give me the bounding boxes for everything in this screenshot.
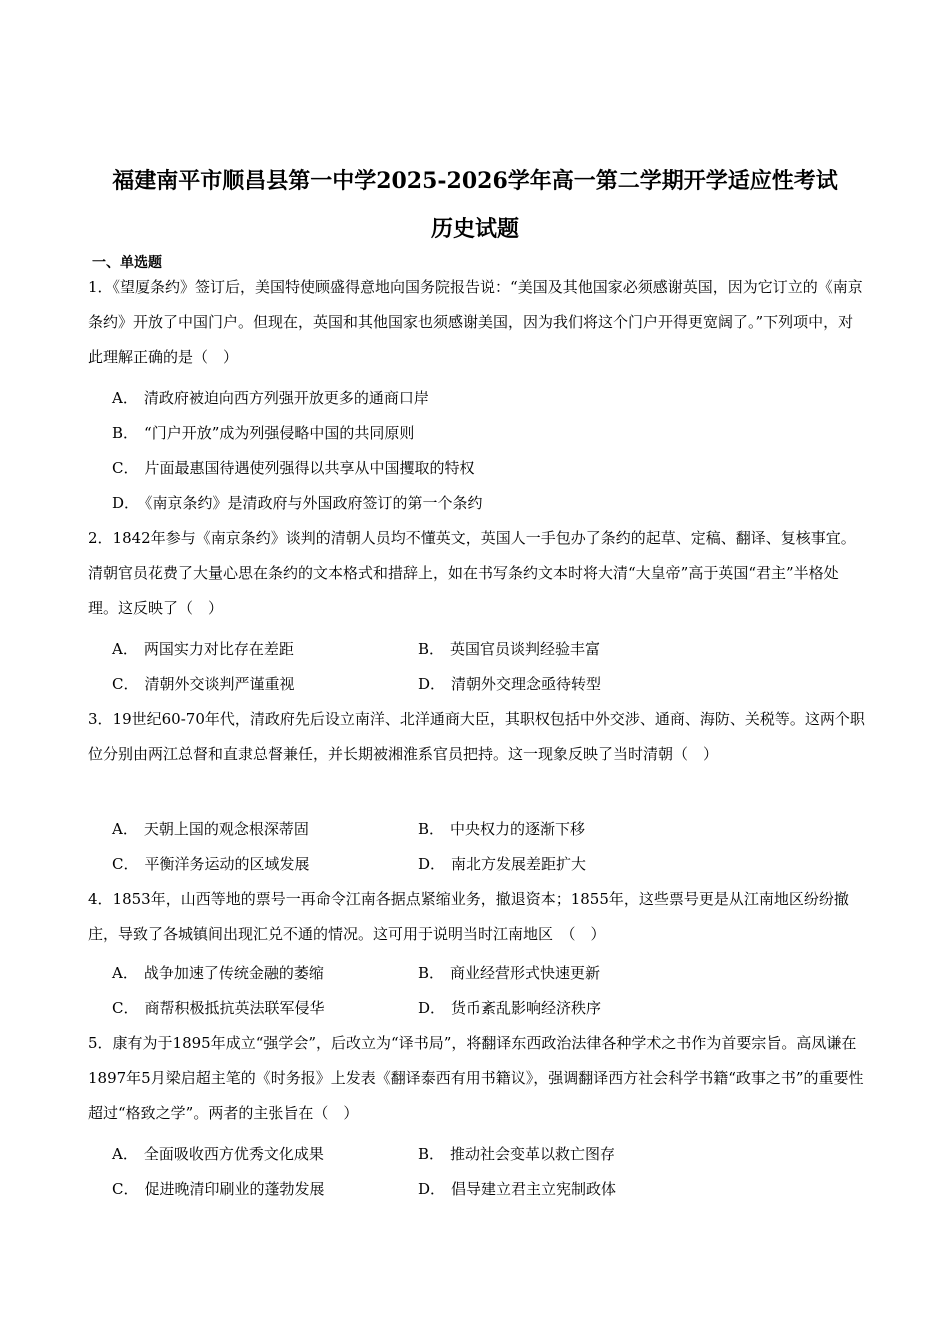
question-4-option-b: B． 商业经营形式快速更新 bbox=[418, 964, 601, 982]
question-1-option-d: D． 《南京条约》是清政府与外国政府签订的第一个条约 bbox=[112, 494, 483, 512]
question-5-option-b: B． 推动社会变革以救亡图存 bbox=[418, 1145, 616, 1163]
question-2-option-c: C． 清朝外交谈判严谨重视 bbox=[112, 675, 295, 693]
question-3-option-c: C． 平衡洋务运动的区域发展 bbox=[112, 855, 310, 873]
question-5-option-d: D． 倡导建立君主立宪制政体 bbox=[418, 1180, 617, 1198]
question-1-option-c: C． 片面最惠国待遇使列强得以共享从中国攫取的特权 bbox=[112, 459, 475, 477]
question-2-option-d: D． 清朝外交理念亟待转型 bbox=[418, 675, 602, 693]
question-4-option-d: D． 货币紊乱影响经济秩序 bbox=[418, 999, 602, 1017]
question-3-stem: 3．19世纪60-70年代，清政府先后设立南洋、北洋通商大臣，其职权包括中外交涉、通商、海防、关税等。这两个职位分别由两江总督和直隶总督兼任，并长期被湘淮系官员把持。这一现象反映了当时清朝（ ） bbox=[88, 710, 865, 763]
question-4-option-c: C． 商帮积极抵抗英法联军侵华 bbox=[112, 999, 325, 1017]
question-2-stem: 2．1842年参与《南京条约》谈判的清朝人员均不懂英文，英国人一手包办了条约的起草、定稿、翻译、复核事宜。清朝官员花费了大量心思在条约的文本格式和措辞上，如在书写条约文本时将大清“大皇帝”高于英国“君主”半格处理。这反映了（ ） bbox=[88, 529, 856, 617]
question-1-stem: 1．《望厦条约》签订后，美国特使顾盛得意地向国务院报告说：“美国及其他国家必须感谢英国，因为它订立的《南京条约》开放了中国门户。但现在，英国和其他国家也须感谢美国，因为我们将这个门户开得更宽阔了。”下列项中，对此理解正确的是（ ） bbox=[88, 278, 863, 366]
question-2-option-b: B． 英国官员谈判经验丰富 bbox=[418, 640, 601, 658]
question-2-option-a: A． 两国实力对比存在差距 bbox=[112, 640, 294, 658]
question-4-option-a: A． 战争加速了传统金融的萎缩 bbox=[112, 964, 324, 982]
question-5-stem: 5．康有为于1895年成立“强学会”，后改立为“译书局”，将翻译东西政治法律各种学术之书作为首要宗旨。高凤谦在1897年5月梁启超主笔的《时务报》上发表《翻译泰西有用书籍议》，强调翻译西方社会科学书籍“政事之书”的重要性超过“格致之学”。两者的主张旨在（ ） bbox=[88, 1034, 864, 1122]
question-1-option-b: B． “门户开放”成为列强侵略中国的共同原则 bbox=[112, 424, 415, 442]
section-heading: 一、单选题 bbox=[92, 255, 162, 271]
question-4-stem: 4．1853年，山西等地的票号一再命令江南各据点紧缩业务，撤退资本；1855年，这些票号更是从江南地区纷纷撤庄，导致了各城镇间出现汇兑不通的情况。这可用于说明当时江南地区 （ ） bbox=[88, 890, 849, 943]
question-3-option-a: A． 天朝上国的观念根深蒂固 bbox=[112, 820, 309, 838]
question-3-option-d: D． 南北方发展差距扩大 bbox=[418, 855, 587, 873]
question-5-option-c: C． 促进晚清印刷业的蓬勃发展 bbox=[112, 1180, 325, 1198]
question-1-option-a: A． 清政府被迫向西方列强开放更多的通商口岸 bbox=[112, 389, 429, 407]
exam-title: 福建南平市顺昌县第一中学2025-2026学年高一第二学期开学适应性考试 bbox=[112, 168, 838, 194]
question-3-option-b: B． 中央权力的逐渐下移 bbox=[418, 820, 586, 838]
exam-subtitle: 历史试题 bbox=[430, 216, 519, 242]
question-5-option-a: A． 全面吸收西方优秀文化成果 bbox=[112, 1145, 324, 1163]
